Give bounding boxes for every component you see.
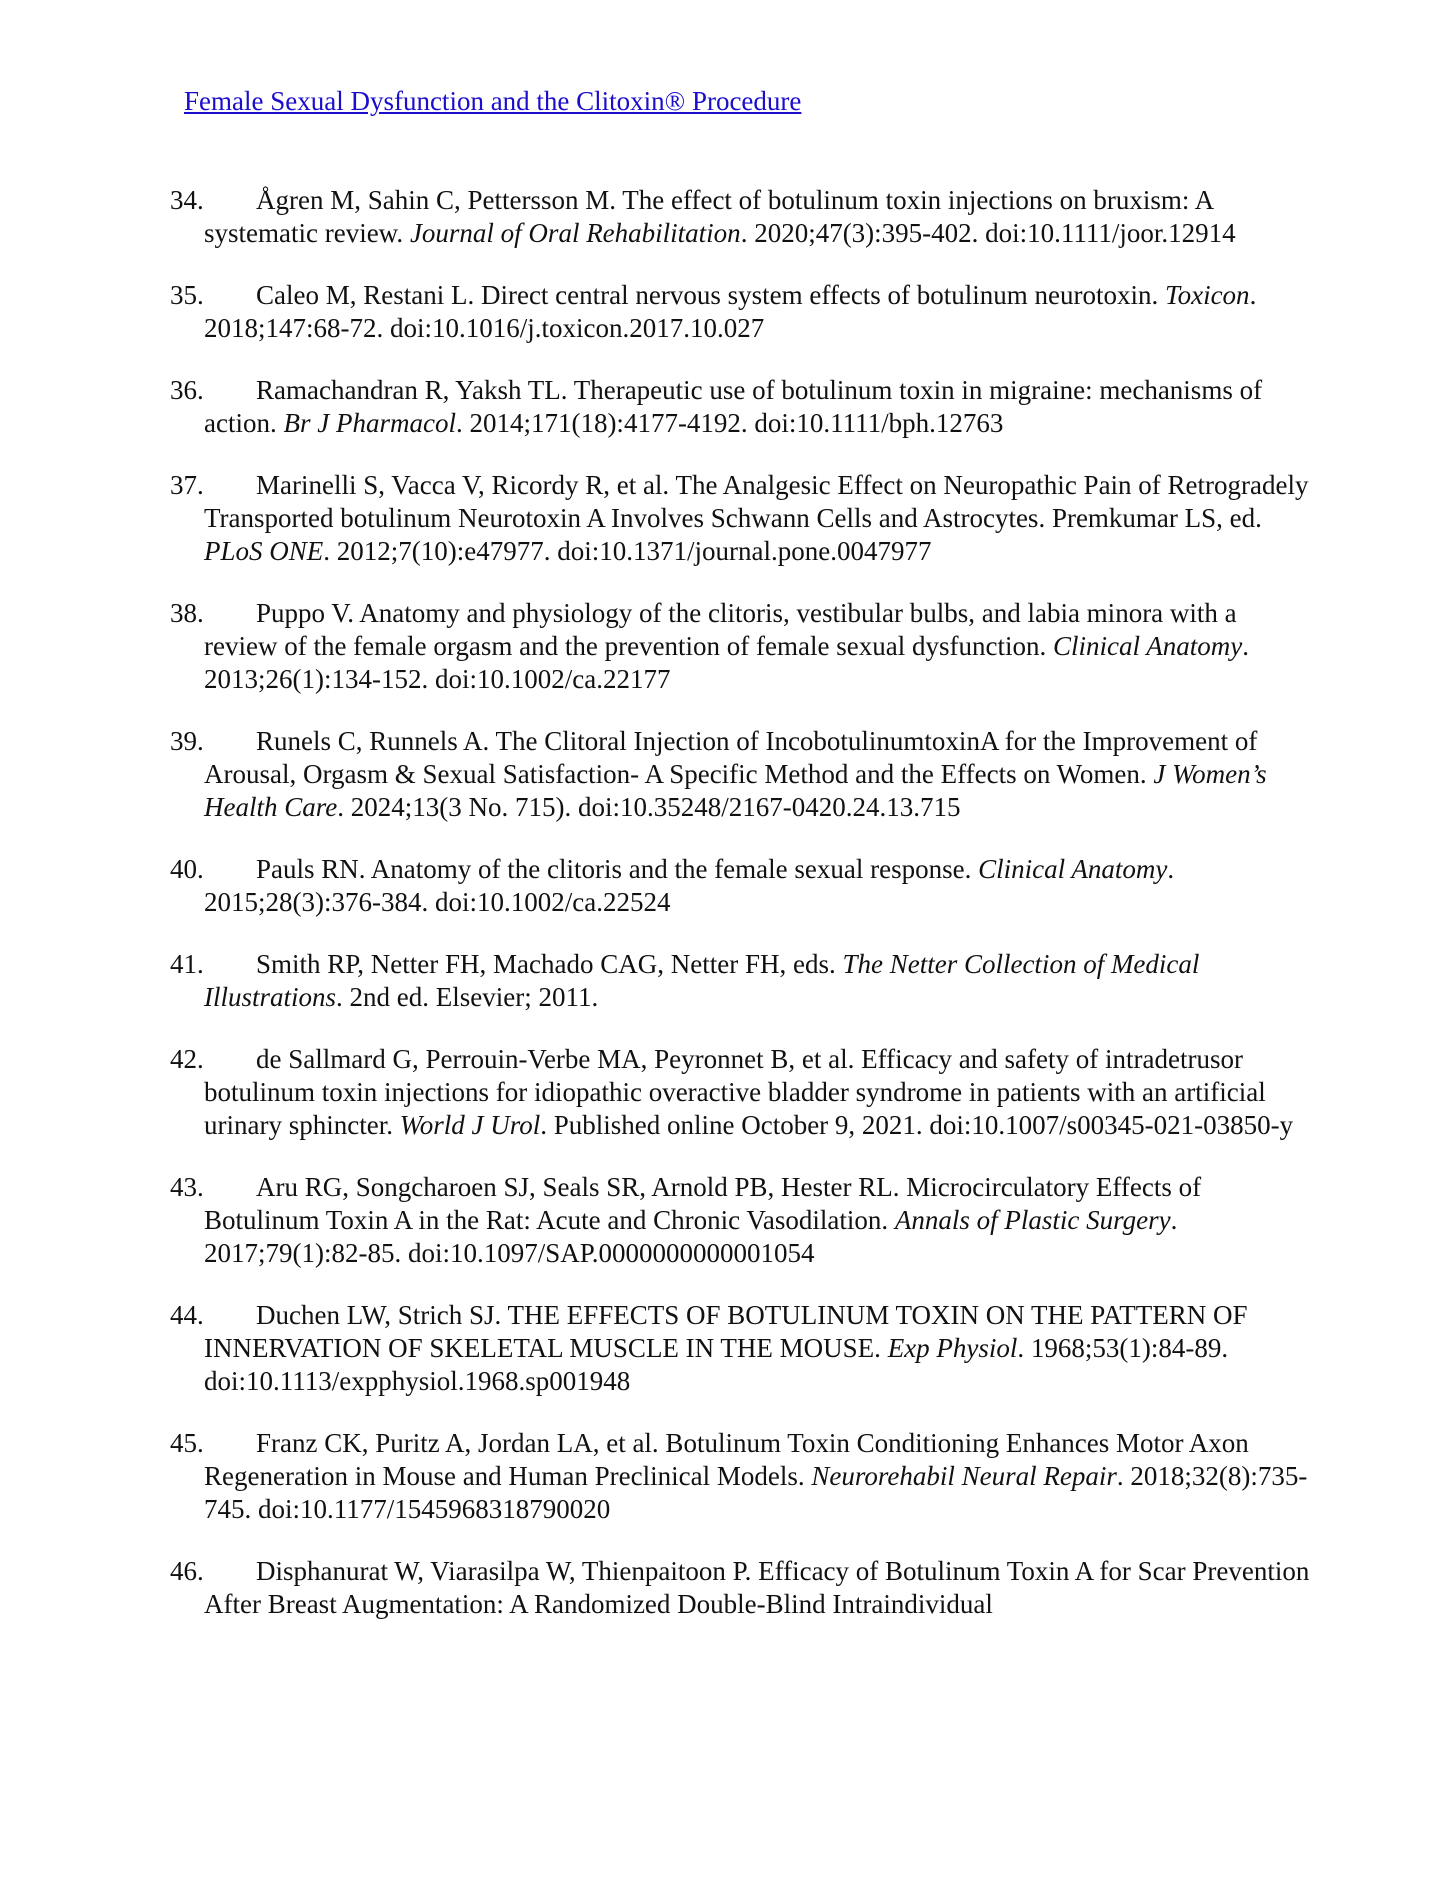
reference-text: Ramachandran R, Yaksh TL. Therapeutic use of botulinum toxin in migraine: mechanisms of action.	[204, 375, 1263, 438]
reference-number: 34.	[170, 185, 204, 215]
reference-item	[170, 1171, 1310, 1270]
reference-item	[170, 184, 1310, 250]
reference-text: Aru RG, Songcharoen SJ, Seals SR, Arnold PB, Hester RL. Microcirculatory Effects of Botulinum Toxin A in the Rat: Acute and Chronic Vasodilation.	[204, 1172, 1202, 1235]
reference-item	[170, 469, 1310, 568]
header-title-link[interactable]: Female Sexual Dysfunction and the Clitoxin® Procedure	[184, 86, 802, 116]
reference-item	[170, 279, 1310, 345]
reference-text: Puppo V. Anatomy and physiology of the clitoris, vestibular bulbs, and labia minora with a review of the female orgasm and the prevention of female sexual dysfunction.	[204, 598, 1237, 661]
reference-item	[170, 1427, 1310, 1526]
reference-details: . 2017;79(1):82-85. doi:10.1097/SAP.0000000000001054	[204, 1205, 1178, 1268]
reference-number: 36.	[170, 375, 204, 405]
reference-text: Marinelli S, Vacca V, Ricordy R, et al. The Analgesic Effect on Neuropathic Pain of Retrogradely Transported botulinum Neurotoxin A Involves Schwann Cells and Astrocytes. Premkumar LS, ed.	[204, 470, 1309, 533]
reference-text: Franz CK, Puritz A, Jordan LA, et al. Botulinum Toxin Conditioning Enhances Motor Axon Regeneration in Mouse and Human Preclinical Models.	[204, 1428, 1249, 1491]
reference-journal: J Women’s Health Care	[204, 759, 1267, 822]
reference-number: 42.	[170, 1044, 204, 1074]
reference-details: . 2018;147:68-72. doi:10.1016/j.toxicon.2017.10.027	[204, 280, 1257, 343]
reference-journal: PLoS ONE	[204, 536, 324, 566]
reference-journal: World J Urol	[399, 1110, 541, 1140]
reference-text: Ågren M, Sahin C, Pettersson M. The effect of botulinum toxin injections on bruxism: A systematic review.	[204, 185, 1213, 248]
reference-text: Smith RP, Netter FH, Machado CAG, Netter FH, eds.	[256, 949, 843, 979]
reference-journal: Clinical Anatomy	[1052, 631, 1243, 661]
reference-number: 43.	[170, 1172, 204, 1202]
reference-details: . 2012;7(10):e47977. doi:10.1371/journal.pone.0047977	[323, 536, 932, 566]
reference-details: . 2013;26(1):134-152. doi:10.1002/ca.22177	[204, 631, 1249, 694]
reference-details: . 2024;13(3 No. 715). doi:10.35248/2167-0420.24.13.715	[337, 792, 961, 822]
reference-item	[170, 374, 1310, 440]
reference-item	[170, 597, 1310, 696]
reference-text: Pauls RN. Anatomy of the clitoris and the female sexual response.	[256, 854, 979, 884]
reference-number: 39.	[170, 726, 204, 756]
reference-text: de Sallmard G, Perrouin-Verbe MA, Peyronnet B, et al. Efficacy and safety of intradetrusor botulinum toxin injections for idiopathic overactive bladder syndrome in patients with an artificial urinary sphincter.	[204, 1044, 1266, 1140]
reference-number: 37.	[170, 470, 204, 500]
reference-item	[170, 725, 1310, 824]
reference-details: . 2015;28(3):376-384. doi:10.1002/ca.22524	[204, 854, 1175, 917]
reference-journal: Journal of Oral Rehabilitation	[409, 218, 741, 248]
reference-journal: Exp Physiol	[887, 1333, 1018, 1363]
reference-item	[170, 1043, 1310, 1142]
reference-journal: Clinical Anatomy	[978, 854, 1168, 884]
reference-number: 46.	[170, 1556, 204, 1586]
reference-details: . 2nd ed. Elsevier; 2011.	[336, 982, 599, 1012]
reference-journal: Br J Pharmacol	[283, 408, 456, 438]
reference-details: . 2014;171(18):4177-4192. doi:10.1111/bph.12763	[455, 408, 1004, 438]
reference-text: Runels C, Runnels A. The Clitoral Injection of IncobotulinumtoxinA for the Improvement of Arousal, Orgasm & Sexual Satisfaction- A Specific Method and the Effects on Women.	[204, 726, 1258, 789]
reference-details: . 2020;47(3):395-402. doi:10.1111/joor.12914	[740, 218, 1236, 248]
reference-number: 38.	[170, 598, 204, 628]
reference-journal: Toxicon	[1165, 280, 1250, 310]
reference-number: 40.	[170, 854, 204, 884]
reference-item	[170, 853, 1310, 919]
reference-details: . 2018;32(8):735-745. doi:10.1177/1545968318790020	[204, 1461, 1308, 1524]
reference-item	[170, 1299, 1310, 1398]
reference-text: Disphanurat W, Viarasilpa W, Thienpaitoon P. Efficacy of Botulinum Toxin A for Scar Prevention After Breast Augmentation: A Randomized Double-Blind Intraindividual	[204, 1556, 1310, 1619]
reference-list	[170, 184, 1310, 1650]
reference-details: . 1968;53(1):84-89. doi:10.1113/expphysiol.1968.sp001948	[204, 1333, 1229, 1396]
reference-journal: The Netter Collection of Medical Illustrations	[204, 949, 1200, 1012]
reference-details: . Published online October 9, 2021. doi:10.1007/s00345-021-03850-y	[540, 1110, 1294, 1140]
reference-number: 35.	[170, 280, 204, 310]
reference-journal: Neurorehabil Neural Repair	[811, 1461, 1117, 1491]
reference-number: 45.	[170, 1428, 204, 1458]
reference-item	[170, 1555, 1310, 1621]
reference-text: Caleo M, Restani L. Direct central nervous system effects of botulinum neurotoxin.	[256, 280, 1166, 310]
reference-number: 41.	[170, 949, 204, 979]
reference-text: Duchen LW, Strich SJ. THE EFFECTS OF BOTULINUM TOXIN ON THE PATTERN OF INNERVATION OF SKELETAL MUSCLE IN THE MOUSE.	[204, 1300, 1248, 1363]
reference-number: 44.	[170, 1300, 204, 1330]
reference-journal: Annals of Plastic Surgery	[894, 1205, 1171, 1235]
reference-item	[170, 948, 1310, 1014]
